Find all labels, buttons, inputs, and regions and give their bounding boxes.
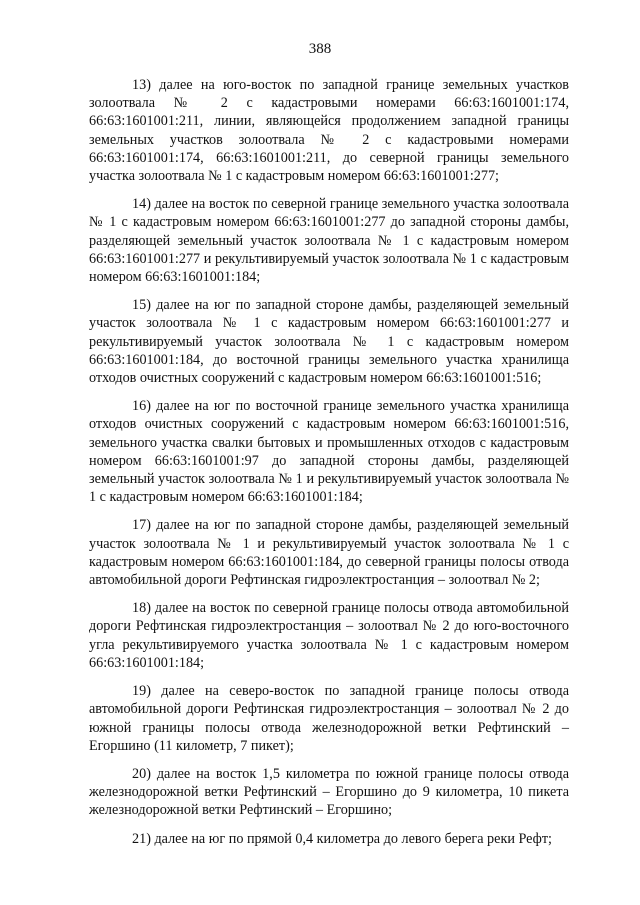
paragraph-14: 14) далее на восток по северной границе земельного участка золоотвала № 1 с кадастровым номером 66:63:1601001:277 до западной стороны дамбы, разделяющей земельный участок золоотвала № 1 с кадастровым номером 66:63:1601001:277 и рекультивируемый участок золоотвала № 1 с кадастровым номером 66:63:1601001:184; [89,196,569,286]
paragraph-17: 17) далее на юг по западной стороне дамбы, разделяющей земельный участок золоотвала № 1 и рекультивируемый участок золоотвала № 1 с кадастровым номером 66:63:1601001:184, до северной границы полосы отвода автомобильной дороги Рефтинская гидроэлектростанция – золоотвал № 2; [89,517,569,589]
paragraph-15: 15) далее на юг по западной стороне дамбы, разделяющей земельный участок золоотвала № 1 с кадастровым номером 66:63:1601001:277 и рекультивируемый участок золоотвала № 1 с кадастровым номером 66:63:1601001:184, до восточной границы земельного участка хранилища отходов очистных сооружений с кадастровым номером 66:63:1601001:516; [89,297,569,387]
paragraph-20: 20) далее на восток 1,5 километра по южной границе полосы отвода железнодорожной ветки Рефтинский – Егоршино до 9 километра, 10 пикета железнодорожной ветки Рефтинский – Егоршино; [89,765,569,819]
paragraph-13: 13) далее на юго-восток по западной границе земельных участков золоотвала № 2 с кадастровыми номерами 66:63:1601001:174, 66:63:1601001:211, линии, являющейся продолжением западной границы земельных участков золоотвала № 2 с кадастровыми номерами 66:63:1601001:174, 66:63:1601001:211, до северной границы земельного участка золоотвала № 1 с кадастровым номером 66:63:1601001:277; [89,77,569,185]
paragraph-18: 18) далее на восток по северной границе полосы отвода автомобильной дороги Рефтинская гидроэлектростанция – золоотвал № 2 до юго-восточного угла рекультивируемого участка золоотвала № 1 с кадастровым номером 66:63:1601001:184; [89,600,569,671]
paragraph-21: 21) далее на юг по прямой 0,4 километра до левого берега реки Рефт; [132,830,552,847]
page-number: 388 [308,41,332,57]
paragraph-19: 19) далее на северо-восток по западной границе полосы отвода автомобильной дороги Рефтинская гидроэлектростанция – золоотвал № 2 до южной границы полосы отвода железнодорожной ветки Рефтинский – Егоршино (11 километр, 7 пикет); [89,683,569,754]
paragraph-16: 16) далее на юг по восточной границе земельного участка хранилища отходов очистных сооружений с кадастровым номером 66:63:1601001:516, земельного участка свалки бытовых и промышленных отходов с кадастровым номером 66:63:1601001:97 до западной стороны дамбы, разделяющей земельный участок золоотвала № 1 и рекультивируемый участок золоотвала № 1 с кадастровым номером 66:63:1601001:184; [89,398,569,506]
document-body [89,76,569,858]
